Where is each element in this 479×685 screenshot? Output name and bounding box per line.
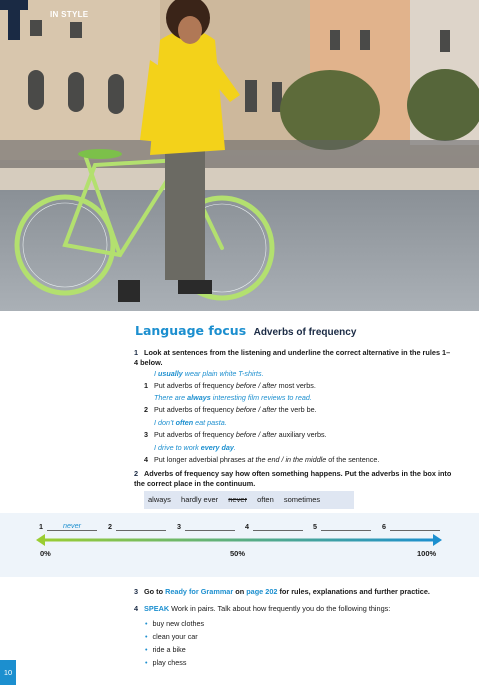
label-0-percent: 0% bbox=[40, 549, 51, 558]
cyclist-illustration bbox=[0, 0, 479, 311]
continuum-slot-4[interactable]: 4 bbox=[245, 522, 303, 531]
rule-4: 4 Put longer adverbial phrases at the end / in the middle of the sentence. bbox=[144, 455, 380, 464]
speak-label: SPEAK bbox=[144, 604, 170, 613]
exercise-4: 4 SPEAK Work in pairs. Talk about how frequently you do the following things: bbox=[134, 604, 391, 613]
list-item: • buy new clothes bbox=[145, 619, 205, 628]
exercise-2-instruction: 2 Adverbs of frequency say how often something happens. Put the adverbs in the box into the correct place in the continuum. bbox=[134, 469, 452, 488]
continuum-slot-2[interactable]: 2 bbox=[108, 522, 166, 531]
unit-label: IN STYLE bbox=[50, 10, 89, 19]
rule-1: 1 Put adverbs of frequency before / after most verbs. bbox=[144, 381, 316, 390]
word-never: never bbox=[228, 495, 247, 504]
word-often: often bbox=[257, 495, 274, 504]
rule-2: 2 Put adverbs of frequency before / after the verb be. bbox=[144, 405, 317, 414]
exercise-3: 3 Go to Ready for Grammar on page 202 for rules, explanations and further practice. bbox=[134, 587, 430, 596]
unit-number-badge bbox=[0, 0, 28, 40]
word-box bbox=[144, 491, 354, 509]
word-hardly-ever: hardly ever bbox=[181, 495, 219, 504]
continuum-slot-6[interactable]: 6 bbox=[382, 522, 440, 531]
continuum-slot-1[interactable]: 1 never bbox=[39, 522, 97, 531]
list-item: • play chess bbox=[145, 658, 187, 667]
language-focus-heading bbox=[135, 322, 356, 340]
example-sentence-2: There are always interesting film reviews to read. bbox=[154, 393, 312, 402]
hero-photo bbox=[0, 0, 479, 311]
example-sentence-1: I usually wear plain white T-shirts. bbox=[154, 369, 264, 378]
page-number: 10 bbox=[0, 660, 16, 685]
continuum-slot-5[interactable]: 5 bbox=[313, 522, 371, 531]
example-sentence-3: I don’t often eat pasta. bbox=[154, 418, 227, 427]
continuum-slot-3[interactable]: 3 bbox=[177, 522, 235, 531]
list-item: • ride a bike bbox=[145, 645, 186, 654]
list-item: • clean your car bbox=[145, 632, 198, 641]
page-202-link[interactable]: page 202 bbox=[246, 587, 278, 596]
ready-for-grammar-link[interactable]: Ready for Grammar bbox=[165, 587, 234, 596]
language-focus-subtitle: Adverbs of frequency bbox=[253, 327, 357, 338]
continuum-arrow bbox=[36, 534, 442, 546]
label-50-percent: 50% bbox=[230, 549, 246, 558]
label-100-percent: 100% bbox=[417, 549, 437, 558]
rule-3: 3 Put adverbs of frequency before / after auxiliary verbs. bbox=[144, 430, 327, 439]
word-sometimes: sometimes bbox=[283, 495, 321, 504]
language-focus-title: Language focus bbox=[135, 323, 247, 338]
word-always: always bbox=[148, 495, 171, 504]
example-sentence-4: I drive to work every day. bbox=[154, 443, 236, 452]
exercise-1-instruction: 1 Look at sentences from the listening and underline the correct alternative in the rules 1–4 below. bbox=[134, 348, 451, 367]
